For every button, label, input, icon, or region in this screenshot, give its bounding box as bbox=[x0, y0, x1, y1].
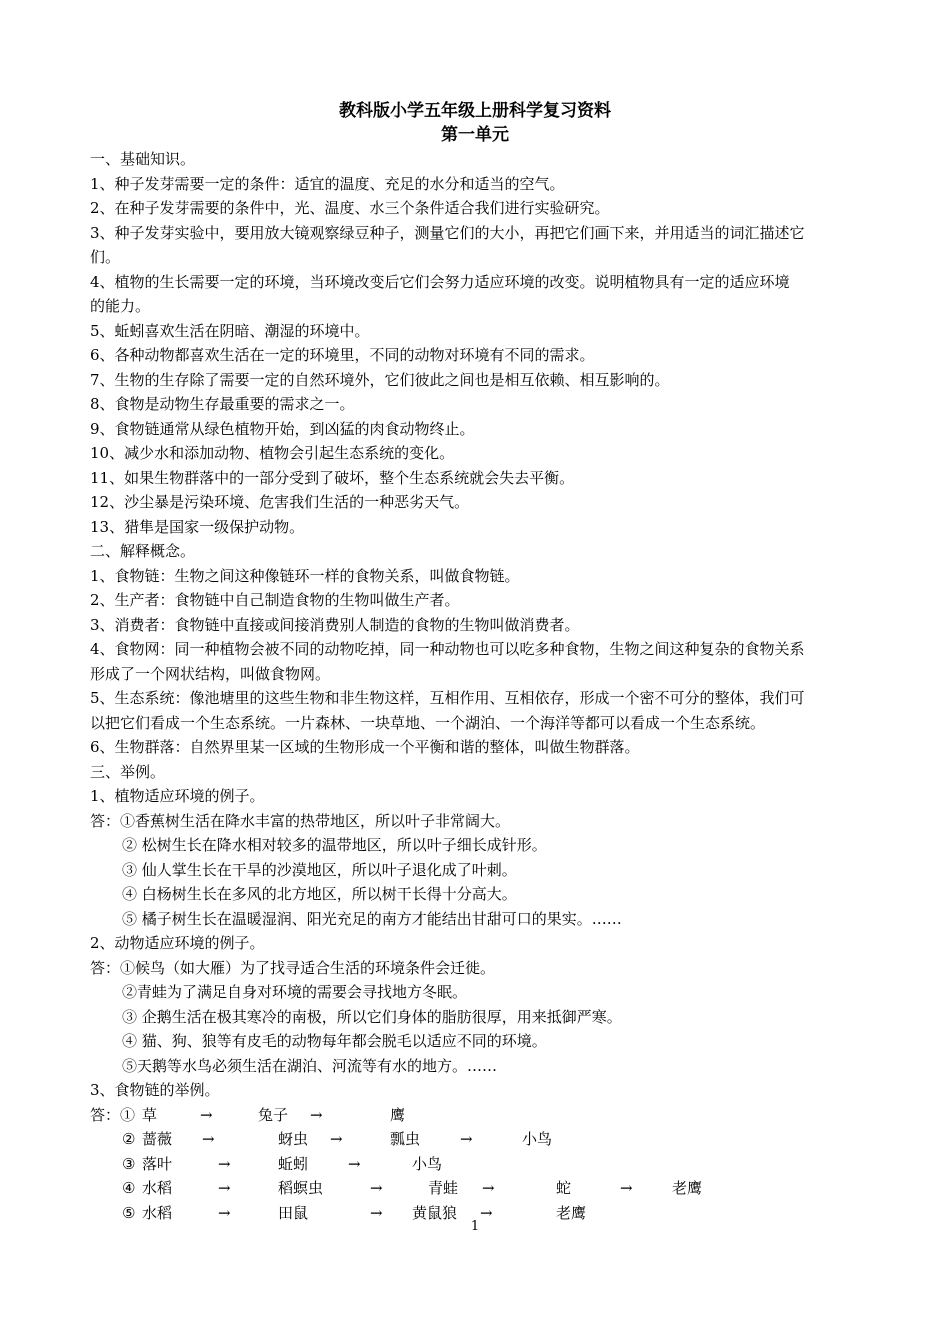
page-number: 1 bbox=[470, 1219, 480, 1234]
food-chain-label: 答：① bbox=[90, 1105, 136, 1124]
arrow-icon: → bbox=[202, 1130, 215, 1148]
food-chain-organism: 水稻 bbox=[142, 1179, 173, 1197]
document-title: 教科版小学五年级上册科学复习资料 bbox=[339, 101, 611, 121]
text-line: ②青蛙为了满足自身对环境的需要会寻找地方冬眠。 bbox=[122, 983, 468, 1001]
text-line: 3、种子发芽实验中，要用放大镜观察绿豆种子，测量它们的大小，再把它们画下来，并用适当的词汇描述它 bbox=[90, 223, 805, 242]
arrow-icon: → bbox=[482, 1179, 495, 1197]
text-line: 4、食物网：同一种植物会被不同的动物吃掉，同一种动物也可以吃多种食物，生物之间这种复杂的食物关系 bbox=[90, 640, 805, 658]
text-line: 4、植物的生长需要一定的环境，当环境改变后它们会努力适应环境的改变。说明植物具有一定的适应环境 bbox=[90, 272, 790, 291]
text-line: 1、食物链：生物之间这种像链环一样的食物关系，叫做食物链。 bbox=[90, 566, 520, 585]
arrow-icon: → bbox=[218, 1154, 231, 1173]
arrow-icon: → bbox=[480, 1203, 493, 1222]
food-chain-organism: 蚜虫 bbox=[278, 1130, 309, 1148]
food-chain-organism: 蚯蚓 bbox=[278, 1154, 309, 1173]
text-line: 2、动物适应环境的例子。 bbox=[90, 934, 265, 952]
food-chain-label: ③ bbox=[122, 1154, 136, 1173]
text-line: 1、种子发芽需要一定的条件：适宜的温度、充足的水分和适当的空气。 bbox=[90, 174, 565, 193]
text-line: ④ 白杨树生长在多风的北方地区，所以树干长得十分高大。 bbox=[122, 885, 517, 903]
food-chain-organism: 老鹰 bbox=[556, 1203, 587, 1222]
text-line: 答：①候鸟（如大雁）为了找寻适合生活的环境条件会迁徙。 bbox=[90, 958, 496, 977]
document-body bbox=[90, 147, 862, 1225]
text-line: 7、生物的生存除了需要一定的自然环境外，它们彼此之间也是相互依赖、相互影响的。 bbox=[90, 370, 670, 389]
arrow-icon: → bbox=[218, 1203, 231, 1222]
food-chain-row bbox=[90, 1152, 862, 1177]
text-line: 一、基础知识。 bbox=[90, 150, 196, 168]
text-line: 答：①香蕉树生活在降水丰富的热带地区，所以叶子非常阔大。 bbox=[90, 811, 511, 830]
text-line: 二、解释概念。 bbox=[90, 542, 196, 560]
food-chain-organism: 草 bbox=[142, 1105, 158, 1124]
text-lines bbox=[90, 147, 862, 1103]
text-line: 11、如果生物群落中的一部分受到了破坏，整个生态系统就会失去平衡。 bbox=[90, 468, 575, 487]
text-line: 3、食物链的举例。 bbox=[90, 1081, 220, 1099]
text-line: 5、蚯蚓喜欢生活在阴暗、潮湿的环境中。 bbox=[90, 321, 370, 340]
food-chain-organism: 老鹰 bbox=[672, 1179, 703, 1197]
text-line: ② 松树生长在降水相对较多的温带地区，所以叶子细长成针形。 bbox=[122, 836, 547, 854]
text-line: 以把它们看成一个生态系统。一片森林、一块草地、一个湖泊、一个海洋等都可以看成一个生态系统。 bbox=[90, 713, 766, 732]
text-line: 13、猎隼是国家一级保护动物。 bbox=[90, 517, 305, 536]
arrow-icon: → bbox=[310, 1105, 323, 1124]
food-chain-organism: 瓢虫 bbox=[390, 1130, 421, 1148]
food-chain-organism: 兔子 bbox=[258, 1105, 289, 1124]
food-chain-organism: 鹰 bbox=[390, 1105, 406, 1124]
arrow-icon: → bbox=[460, 1130, 473, 1148]
food-chain-row bbox=[90, 1127, 862, 1152]
text-line: 8、食物是动物生存最重要的需求之一。 bbox=[90, 395, 355, 413]
food-chain-organism: 青蛙 bbox=[428, 1179, 459, 1197]
food-chain-organism: 小鸟 bbox=[412, 1154, 443, 1173]
food-chain-organism: 黄鼠狼 bbox=[412, 1203, 458, 1222]
food-chain-row bbox=[90, 1103, 862, 1128]
text-line: 的能力。 bbox=[90, 297, 151, 315]
text-line: 5、生态系统：像池塘里的这些生物和非生物这样，互相作用、互相依存，形成一个密不可分的整体，我们可 bbox=[90, 689, 805, 707]
text-line: 9、食物链通常从绿色植物开始，到凶猛的肉食动物终止。 bbox=[90, 419, 475, 438]
arrow-icon: → bbox=[370, 1179, 383, 1197]
arrow-icon: → bbox=[330, 1130, 343, 1148]
text-line: ④ 猫、狗、狼等有皮毛的动物每年都会脱毛以适应不同的环境。 bbox=[122, 1032, 547, 1050]
arrow-icon: → bbox=[370, 1203, 383, 1222]
text-line: 6、生物群落：自然界里某一区域的生物形成一个平衡和谐的整体，叫做生物群落。 bbox=[90, 738, 640, 756]
food-chain-organism: 小鸟 bbox=[522, 1130, 553, 1148]
text-line: 三、举例。 bbox=[90, 762, 166, 781]
food-chain-organism: 落叶 bbox=[142, 1154, 173, 1173]
arrow-icon: → bbox=[218, 1179, 231, 1197]
unit-heading: 第一单元 bbox=[441, 125, 509, 145]
text-line: ③ 企鹅生活在极其寒冷的南极，所以它们身体的脂肪很厚，用来抵御严寒。 bbox=[122, 1007, 622, 1026]
text-line: 6、各种动物都喜欢生活在一定的环境里，不同的动物对环境有不同的需求。 bbox=[90, 346, 595, 364]
food-chain-label: ② bbox=[122, 1130, 136, 1148]
food-chain-organism: 田鼠 bbox=[278, 1203, 309, 1222]
food-chain-organism: 稻螟虫 bbox=[278, 1179, 324, 1197]
food-chain-organism: 蛇 bbox=[556, 1179, 572, 1197]
food-chain-row bbox=[90, 1176, 862, 1201]
food-chain-label: ⑤ bbox=[122, 1203, 136, 1222]
text-line: 2、生产者：食物链中自己制造食物的生物叫做生产者。 bbox=[90, 591, 460, 609]
arrow-icon: → bbox=[200, 1105, 213, 1124]
text-line: 3、消费者：食物链中直接或间接消费别人制造的食物的生物叫做消费者。 bbox=[90, 615, 580, 634]
text-line: ⑤天鹅等水鸟必须生活在湖泊、河流等有水的地方。…… bbox=[122, 1056, 498, 1075]
text-line: 2、在种子发芽需要的条件中，光、温度、水三个条件适合我们进行实验研究。 bbox=[90, 199, 610, 217]
text-line: 10、减少水和添加动物、植物会引起生态系统的变化。 bbox=[90, 444, 455, 462]
text-line: 1、植物适应环境的例子。 bbox=[90, 787, 265, 805]
text-line: ⑤ 橘子树生长在温暖湿润、阳光充足的南方才能结出甘甜可口的果实。…… bbox=[122, 909, 622, 928]
text-line: ③ 仙人掌生长在干旱的沙漠地区，所以叶子退化成了叶刺。 bbox=[122, 860, 517, 879]
arrow-icon: → bbox=[620, 1179, 633, 1197]
text-line: 们。 bbox=[90, 248, 121, 266]
food-chain-organism: 蔷薇 bbox=[142, 1130, 173, 1148]
food-chain-examples bbox=[90, 1103, 862, 1226]
food-chain-organism: 水稻 bbox=[142, 1203, 173, 1222]
text-line: 形成了一个网状结构，叫做食物网。 bbox=[90, 664, 331, 683]
arrow-icon: → bbox=[348, 1154, 361, 1173]
food-chain-label: ④ bbox=[122, 1179, 136, 1197]
text-line: 12、沙尘暴是污染环境、危害我们生活的一种恶劣天气。 bbox=[90, 493, 470, 511]
